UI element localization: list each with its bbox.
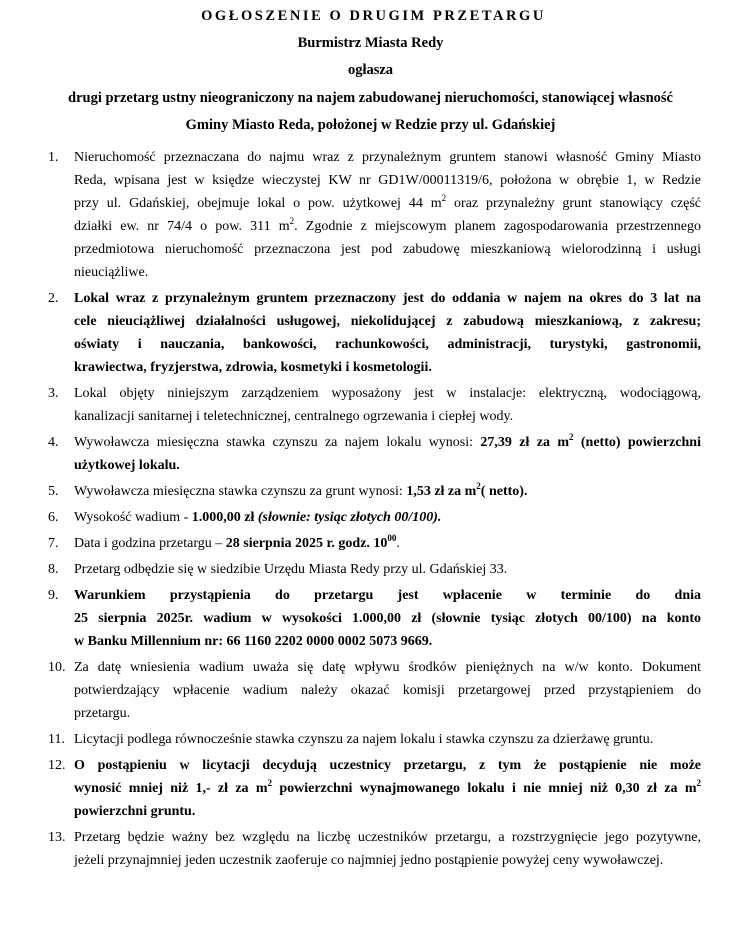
list-item-line: krawiectwa, fryzjerstwa, zdrowia, kosmetyki i kosmetologii.: [74, 360, 432, 375]
list-item-line: powierzchni gruntu.: [74, 804, 196, 819]
superscript: 2: [569, 432, 574, 442]
superscript: 2: [696, 778, 701, 788]
list-item-line: Nieruchomość przeznaczana do najmu wraz z przynależnym gruntem stanowi własność Gminy Miasto: [74, 150, 701, 165]
text-fragment: Wywoławcza miesięczna stawka czynszu za grunt wynosi:: [74, 484, 407, 499]
list-item-2: [0, 287, 741, 379]
list-item-line: O postąpieniu w licytacji decydują uczestnicy przetargu, z tym że postąpienie nie może: [74, 758, 701, 773]
subtitle-line-1: drugi przetarg ustny nieograniczony na najem zabudowanej nieruchomości, stanowiącej własność: [68, 90, 673, 106]
list-item-10: [0, 656, 741, 725]
text-fragment: wynosić mniej niż 1,- zł za m: [74, 781, 268, 796]
issuer-name: Burmistrz Miasta Redy: [297, 35, 444, 51]
list-item-4: [0, 431, 741, 477]
list-item-number: 4.: [48, 435, 59, 450]
text-fragment: .: [396, 536, 400, 551]
list-item-line: Lokal objęty niniejszym zarządzeniem wyposażony jest w instalacje: elektryczną, wodociągową,: [74, 386, 701, 401]
text-fragment: (netto) powierzchni: [573, 435, 701, 450]
list-item-6: [0, 506, 741, 529]
list-item-13: [0, 826, 741, 872]
list-item-line: w Banku Millennium nr: 66 1160 2202 0000 0002 5073 9669.: [74, 634, 433, 649]
list-item-9: [0, 584, 741, 653]
list-item-line: [74, 215, 701, 238]
list-item-number: 9.: [48, 588, 59, 603]
text-fragment: . Zgodnie z miejscowym planem zagospodarowania przestrzennego: [294, 219, 701, 234]
deposit-value: 1.000,00 zł: [191, 510, 258, 525]
rent-rate-value: 27,39 zł za m: [480, 435, 569, 450]
list-item-line: Lokal wraz z przynależnym gruntem przeznaczony jest do oddania w najem na okres do 3 lat na: [74, 291, 701, 306]
list-item-line: nieuciążliwe.: [74, 265, 149, 280]
list-item-line: Reda, wpisana jest w księdze wieczystej KW nr GD1W/00011319/6, położona w obrębie 1, w Redzie: [74, 173, 701, 188]
list-item-number: 7.: [48, 536, 59, 551]
list-item-line: 25 sierpnia 2025r. wadium w wysokości 1.000,00 zł (słownie tysiąc złotych 00/100) na konto: [74, 611, 701, 626]
list-item-number: 12.: [48, 758, 66, 773]
subtitle-line-2: Gminy Miasto Reda, położonej w Redzie przy ul. Gdańskiej: [185, 117, 556, 133]
superscript: 2: [441, 193, 447, 203]
list-item-number: 6.: [48, 510, 59, 525]
list-item-number: 2.: [48, 291, 59, 306]
list-item-line: [74, 777, 701, 800]
superscript: 2: [476, 481, 481, 491]
list-item-1: [0, 146, 741, 284]
text-fragment: działki ew. nr 74/4 o pow. 311 m: [74, 219, 290, 234]
list-item-12: [0, 754, 741, 823]
list-item-number: 5.: [48, 484, 59, 499]
list-item-line: użytkowej lokalu.: [74, 458, 180, 473]
list-item-11: [0, 728, 741, 751]
list-item-line: Przetarg odbędzie się w siedzibie Urzędu Miasta Redy przy ul. Gdańskiej 33.: [74, 562, 508, 577]
text-fragment: przy ul. Gdańskiej, obejmuje lokal o pow. użytkowej 44 m: [74, 196, 442, 211]
deposit-in-words: (słownie: tysiąc złotych 00/100).: [257, 510, 442, 525]
text-fragment: ( netto).: [480, 484, 528, 499]
text-fragment: oraz przynależny grunt stanowiący część: [446, 196, 701, 211]
list-item-line: [74, 480, 701, 503]
list-item-number: 3.: [48, 386, 59, 401]
list-item-3: [0, 382, 741, 428]
announcement-title: OGŁOSZENIE O DRUGIM PRZETARGU: [201, 8, 546, 24]
superscript: 2: [267, 778, 273, 788]
list-item-line: Licytacji podlega równocześnie stawka czynszu za najem lokalu i stawka czynszu za dzierżawę gruntu.: [74, 732, 654, 747]
list-item-number: 10.: [48, 660, 66, 675]
text-fragment: Wysokość wadium -: [74, 510, 192, 525]
list-item-line: przedmiotowa nieruchomość przeznaczona jest pod zabudowę mieszkaniową wielorodzinną i usługi: [74, 242, 701, 257]
list-item-line: kanalizacji sanitarnej i teletechnicznej, centralnego ogrzewania i ciepłej wody.: [74, 409, 514, 424]
list-item-line: [74, 192, 701, 215]
list-item-7: [0, 532, 741, 555]
ground-rent-value: 1,53 zł za m: [406, 484, 477, 499]
text-fragment: Data i godzina przetargu –: [74, 536, 226, 551]
list-item-line: przetargu.: [74, 706, 131, 721]
text-fragment: Wywoławcza miesięczna stawka czynszu za najem lokalu wynosi:: [74, 435, 481, 450]
list-item-number: 11.: [48, 732, 65, 747]
conditions-list: [0, 146, 741, 875]
list-item-5: [0, 480, 741, 503]
list-item-line: [74, 532, 701, 555]
list-item-8: [0, 558, 741, 581]
list-item-line: oświaty i nauczania, bankowości, rachunkowości, administracji, turystyki, gastronomii,: [74, 337, 701, 352]
list-item-line: [74, 431, 701, 454]
superscript: 00: [387, 533, 397, 543]
list-item-line: Za datę wniesienia wadium uważa się datę wpływu środków pieniężnych na w/w konto. Dokument: [74, 660, 701, 675]
list-item-number: 8.: [48, 562, 59, 577]
list-item-number: 1.: [48, 150, 59, 165]
list-item-line: jeżeli przynajmniej jeden uczestnik zaoferuje co najmniej jedno postąpienie powyżej ceny wywoławczej.: [74, 853, 664, 868]
list-item-line: cele nieuciążliwej działalności usługowej, niekolidującej z zabudową mieszkaniową, z zakresu;: [74, 314, 701, 329]
list-item-line: potwierdzający wpłacenie wadium należy okazać komisji przetargowej przed przystąpieniem do: [74, 683, 701, 698]
superscript: 2: [289, 216, 295, 226]
list-item-line: [74, 506, 701, 529]
text-fragment: powierzchni wynajmowanego lokalu i nie mniej niż 0,30 zł za m: [272, 781, 697, 796]
list-item-line: Przetarg będzie ważny bez względu na liczbę uczestników przetargu, a rozstrzygnięcie jego pozytywne,: [74, 830, 701, 845]
announces-word: ogłasza: [347, 62, 394, 78]
auction-date: 28 sierpnia 2025 r. godz. 10: [225, 536, 388, 551]
list-item-number: 13.: [48, 830, 66, 845]
list-item-line: Warunkiem przystąpienia do przetargu jest wpłacenie w terminie do dnia: [74, 588, 701, 603]
